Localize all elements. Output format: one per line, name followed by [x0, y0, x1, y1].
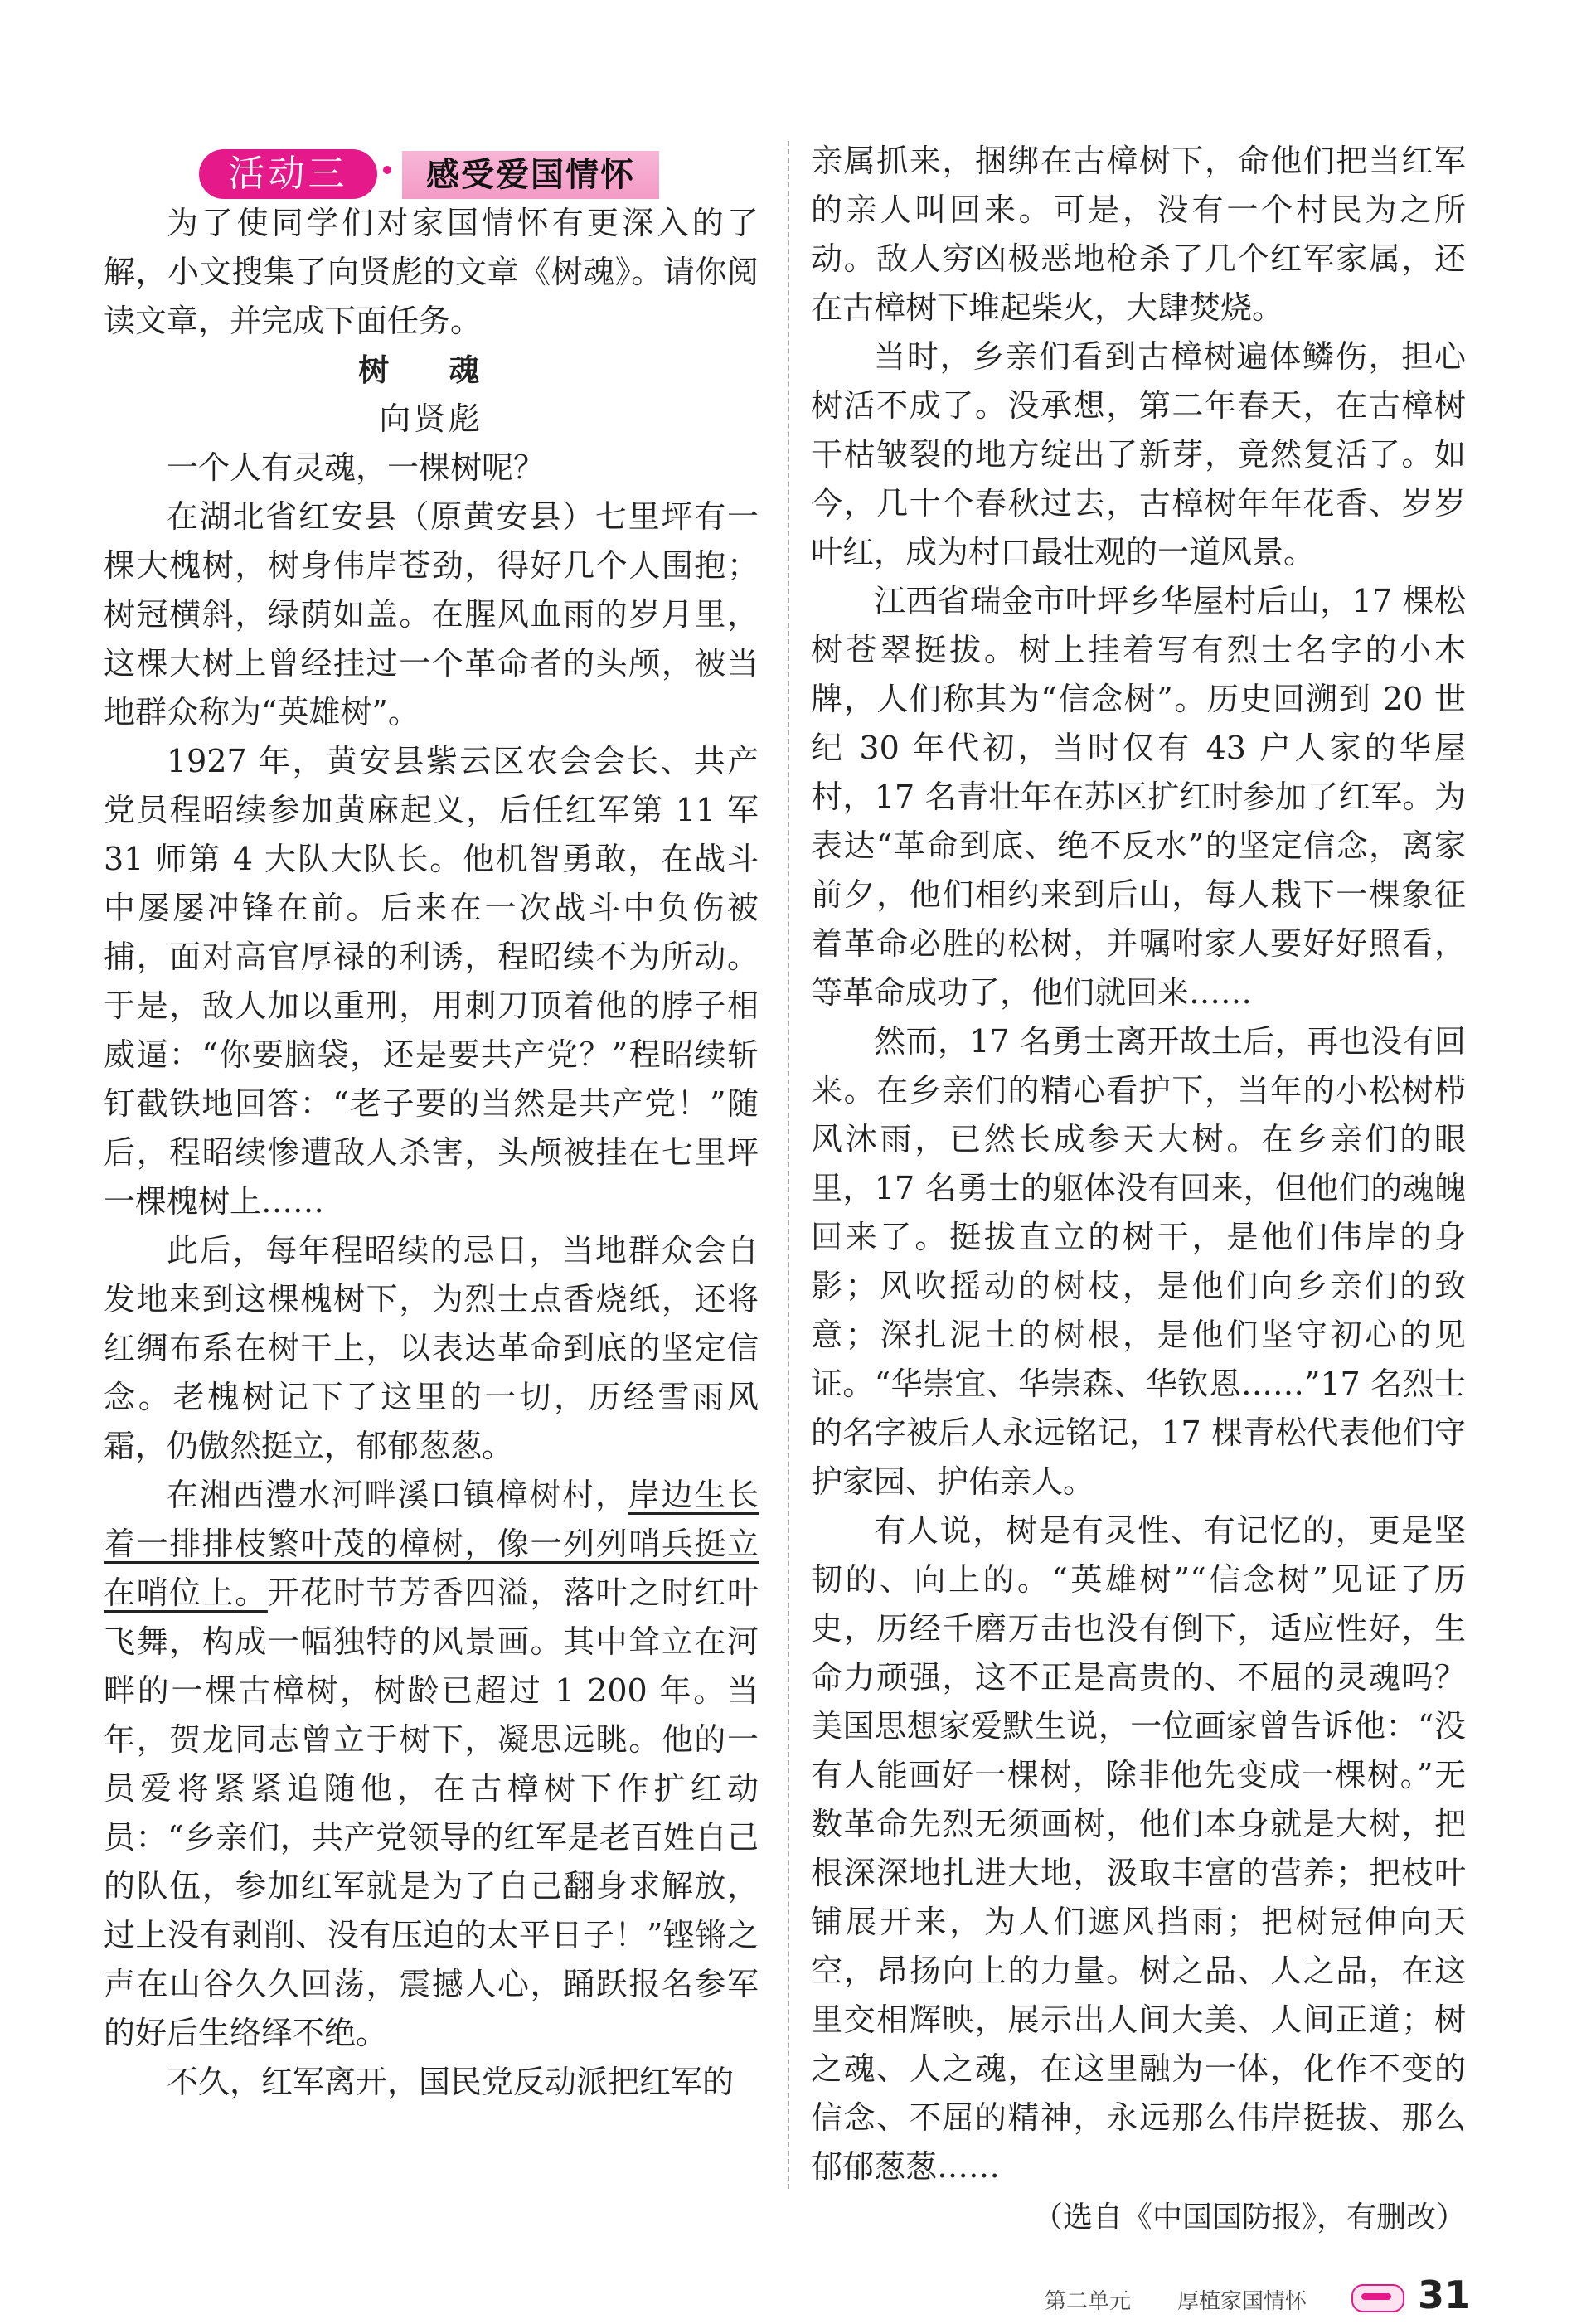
page-footer: [1045, 2273, 1509, 2317]
underlined-sentence: 岸边生长着一排排枝繁叶茂的樟树，像一列列哨兵挺立在哨位上。: [104, 1477, 759, 1611]
activity-badge: 活动三: [199, 149, 377, 199]
paragraph-6-continued: 亲属抓来，捆绑在古樟树下，命他们把当红军的亲人叫回来。可是，没有一个村民为之所动。敌人穷凶极恶地枪杀了几个红军家属，还在古樟树下堆起柴火，大肆焚烧。: [811, 143, 1466, 326]
article-title: 树 魂: [358, 352, 504, 388]
paragraph-3: 1927 年，黄安县紫云区农会会长、共产党员程昭续参加黄麻起义，后任红军第 11 军 31 师第 4 大队大队长。他机智勇敢，在战斗中屡屡冲锋在前。后来在一次战斗中负伤被捕，面对高官厚禄的利诱，程昭续不为所动。于是，敌人加以重刑，用刺刀顶着他的脖子相威逼：“你要脑袋，还是要共产党？”程昭续斩钉截铁地回答：“老子要的当然是共产党！”随后，程昭续惨遭敌人杀害，头颅被挂在七里坪一棵槐树上……: [104, 743, 759, 1220]
paragraph-9: 然而，17 名勇士离开故土后，再也没有回来。在乡亲们的精心看护下，当年的小松树栉风沐雨，已然长成参天大树。在乡亲们的眼里，17 名勇士的躯体没有回来，但他们的魂魄回来了。挺拔直立的树干，是他们伟岸的身影；风吹摇动的树枝，是他们向乡亲们的致意；深扎泥土的树根，是他们坚守初心的见证。“华崇宜、华崇森、华钦恩……”17 名烈士的名字被后人永远铭记，17 棵青松代表他们守护家园、护佑亲人。: [811, 1023, 1466, 1500]
footer-unit: 第二单元: [1045, 2289, 1132, 2314]
paragraph-2: 在湖北省红安县（原黄安县）七里坪有一棵大槐树，树身伟岸苍劲，得好几个人围抱；树冠横斜，绿荫如盖。在腥风血雨的岁月里，这棵大树上曾经挂过一个革命者的头颅，被当地群众称为“英雄树”。: [104, 498, 759, 730]
header-spacer: [104, 141, 759, 199]
paragraph-5-rest: 开花时节芳香四溢，落叶之时红叶飞舞，构成一幅独特的风景画。其中耸立在河畔的一棵古樟树，树龄已超过 1 200 年。当年，贺龙同志曾立于树下，凝思远眺。他的一员爱将紧紧追随他，在古樟树下作扩红动员：“乡亲们，共产党领导的红军是老百姓自己的队伍，参加红军就是为了自己翻身求解放，过上没有剥削、没有压迫的太平日子！”铿锵之声在山谷久久回荡，震撼人心，踊跃报名参军的好后生络绎不绝。: [104, 1574, 759, 2051]
paragraph-4: 此后，每年程昭续的忌日，当地群众会自发地来到这棵槐树下，为烈士点香烧纸，还将红绸布系在树干上，以表达革命到底的坚定信念。老槐树记下了这里的一切，历经雪雨风霜，仍傲然挺立，郁郁葱葱。: [104, 1232, 759, 1464]
paragraph-5: [104, 1471, 759, 2058]
right-column: [811, 137, 1466, 2242]
paragraph-10: 有人说，树是有灵性、有记忆的，更是坚韧的、向上的。“英雄树”“信念树”见证了历史，历经千磨万击也没有倒下，适应性好，生命力顽强，这不正是高贵的、不屈的灵魂吗？美国思想家爱默生说，一位画家曾告诉他：“没有人能画好一棵树，除非他先变成一棵树。”无数革命先烈无须画树，他们本身就是大树，把根深深地扎进大地，汲取丰富的营养；把枝叶铺展开来，为人们遮风挡雨；把树冠伸向天空，昂扬向上的力量。树之品、人之品，在这里交相辉映，展示出人间大美、人间正道；树之魂、人之魂，在这里融为一体，化作不变的信念、不屈的精神，永远那么伟岸挺拔、那么郁郁葱葱……: [811, 1512, 1466, 2185]
paragraph-5-start: 在湘西澧水河畔溪口镇樟树村，: [167, 1477, 628, 1513]
article-source: （选自《中国国防报》，有删改）: [1032, 2200, 1466, 2234]
article-author: 向贤彪: [379, 400, 483, 437]
publisher-logo-icon: [1351, 2284, 1404, 2312]
paragraph-6-start: 不久，红军离开，国民党反动派把红军的: [167, 2064, 735, 2100]
column-divider: [788, 141, 789, 2189]
page-number: 31: [1418, 2273, 1472, 2317]
activity-title: 感受爱国情怀: [402, 151, 659, 199]
paragraph-1: 一个人有灵魂，一棵树呢？: [167, 449, 546, 486]
paragraph-7: 当时，乡亲们看到古樟树遍体鳞伤，担心树活不成了。没承想，第二年春天，在古樟树干枯皱裂的地方绽出了新芽，竟然复活了。如今，几十个春秋过去，古樟树年年花香、岁岁叶红，成为村口最壮观的一道风景。: [811, 338, 1466, 570]
footer-theme: 厚植家国情怀: [1177, 2289, 1307, 2314]
paragraph-8: 江西省瑞金市叶坪乡华屋村后山，17 棵松树苍翠挺拔。树上挂着写有烈士名字的小木牌，人们称其为“信念树”。历史回溯到 20 世纪 30 年代初，当时仅有 43 户人家的华屋村，17 名青壮年在苏区扩红时参加了红军。为表达“革命到底、绝不反水”的坚定信念，离家前夕，他们相约来到后山，每人栽下一棵象征着革命必胜的松树，并嘱咐家人要好好照看，等革命成功了，他们就回来……: [811, 583, 1466, 1011]
intro-paragraph: 为了使同学们对家国情怀有更深入的了解，小文搜集了向贤彪的文章《树魂》。请你阅读文章，并完成下面任务。: [104, 205, 759, 339]
left-column: [104, 141, 759, 2107]
